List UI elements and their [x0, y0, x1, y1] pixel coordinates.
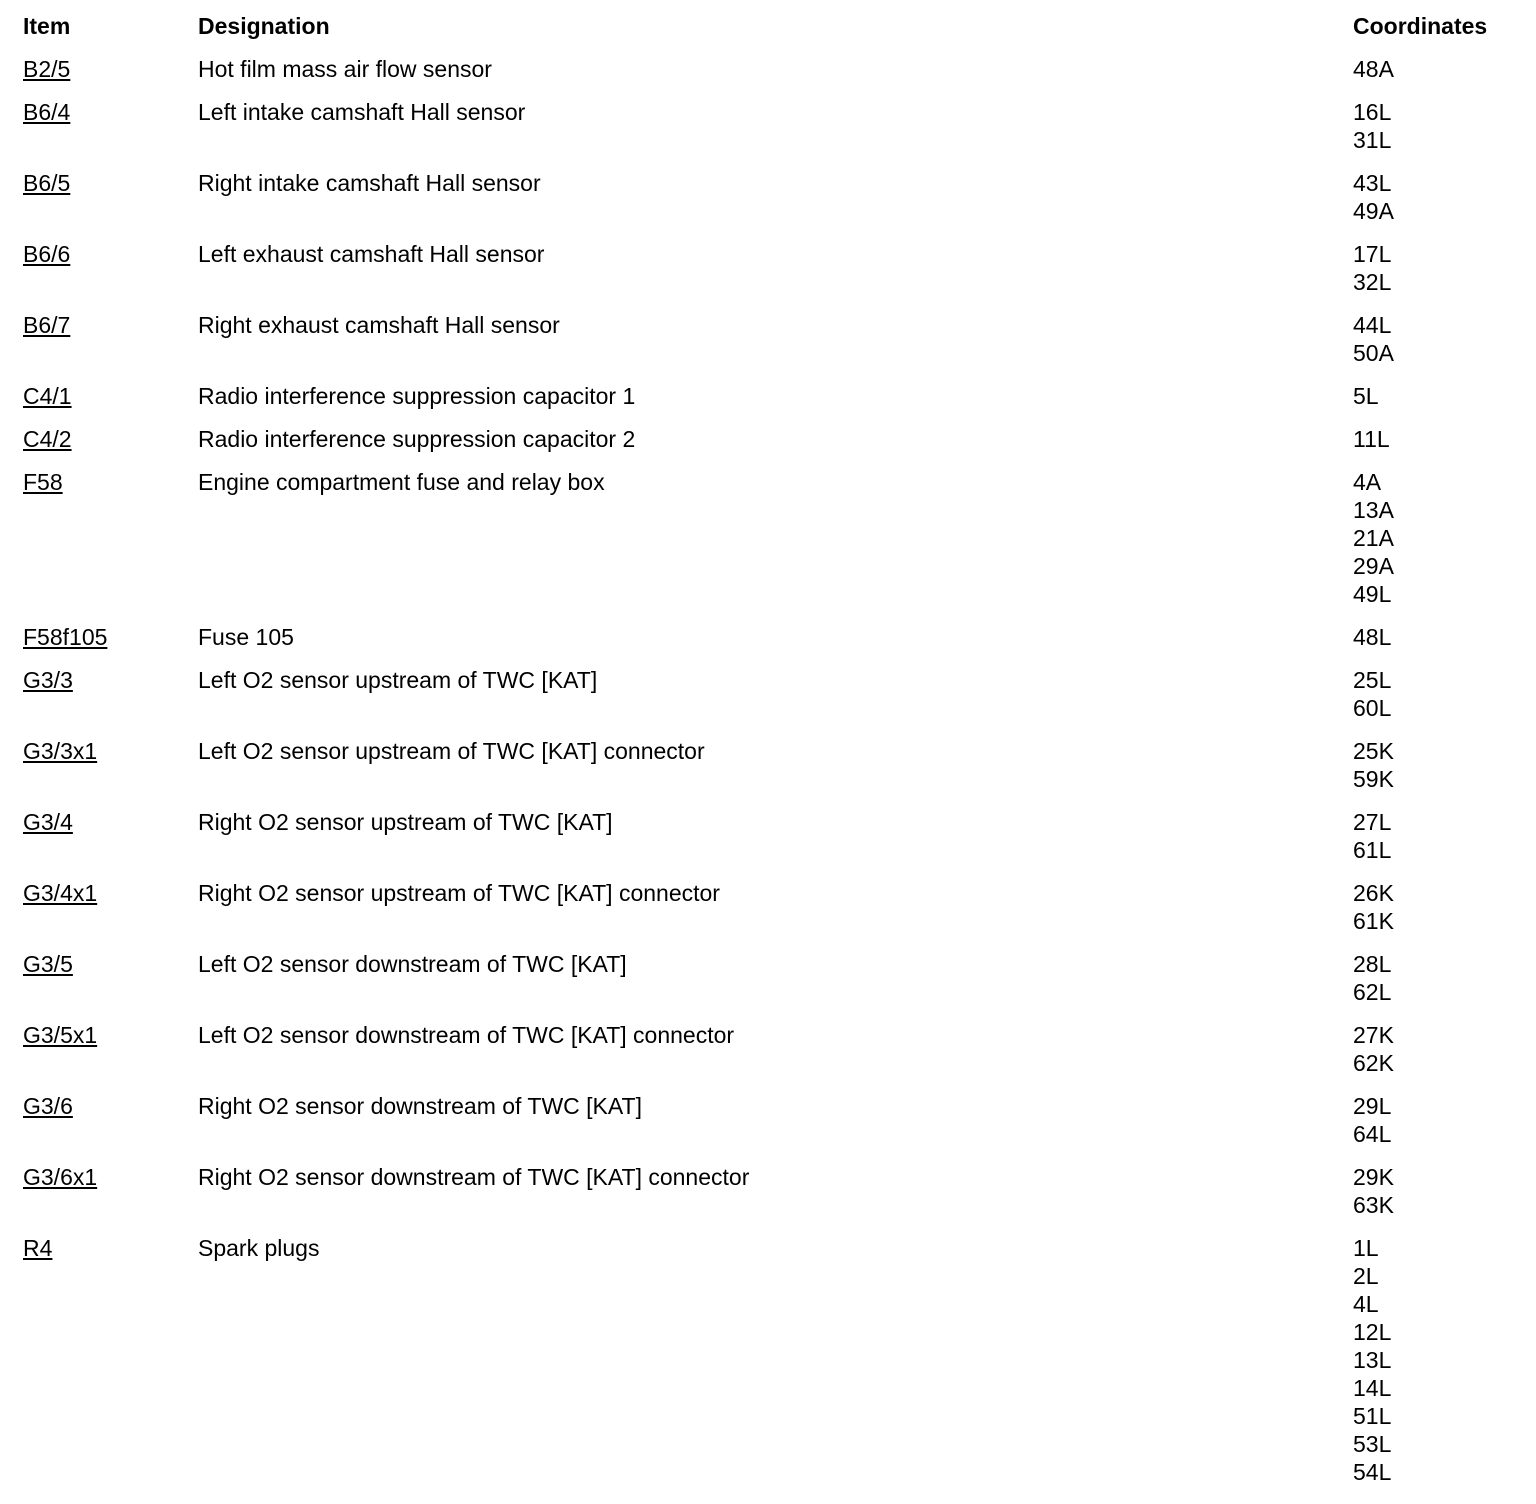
item-link[interactable]: F58	[23, 469, 63, 495]
header-item: Item	[23, 13, 71, 39]
designation-text: Right exhaust camshaft Hall sensor	[198, 312, 560, 338]
designation-text: Radio interference suppression capacitor 1	[198, 383, 636, 409]
designation-text: Right O2 sensor upstream of TWC [KAT]	[198, 809, 613, 835]
designation-text: Right O2 sensor downstream of TWC [KAT] connector	[198, 1164, 750, 1190]
designation-text: Left O2 sensor upstream of TWC [KAT]	[198, 667, 598, 693]
coordinate-value: 59K	[1353, 766, 1394, 792]
item-link[interactable]: C4/1	[23, 383, 72, 409]
coordinate-value: 25L	[1353, 667, 1392, 693]
coordinate-value: 49L	[1353, 581, 1392, 607]
coordinates-cell	[1353, 1021, 1394, 1077]
coordinate-value: 63K	[1353, 1192, 1394, 1218]
item-link[interactable]: B6/5	[23, 170, 71, 196]
item-link[interactable]: G3/3	[23, 667, 73, 693]
coordinate-value: 4L	[1353, 1291, 1379, 1317]
coordinate-value: 64L	[1353, 1121, 1392, 1147]
coordinate-value: 29A	[1353, 553, 1394, 579]
coordinate-value: 13A	[1353, 497, 1394, 523]
coordinate-value: 16L	[1353, 99, 1392, 125]
designation-text: Right intake camshaft Hall sensor	[198, 170, 541, 196]
item-link[interactable]: B2/5	[23, 56, 71, 82]
coordinate-value: 53L	[1353, 1431, 1392, 1457]
coordinate-value: 26K	[1353, 880, 1394, 906]
designation-text: Hot film mass air flow sensor	[198, 56, 492, 82]
coordinates-cell	[1353, 98, 1391, 154]
coordinates-cell	[1353, 1092, 1391, 1148]
coordinates-cell	[1353, 55, 1394, 83]
designation-text: Engine compartment fuse and relay box	[198, 469, 605, 495]
coordinate-value: 5L	[1353, 383, 1379, 409]
coordinate-value: 25K	[1353, 738, 1394, 764]
coordinate-value: 11L	[1353, 426, 1390, 452]
item-link[interactable]: G3/3x1	[23, 738, 98, 764]
coordinate-value: 54L	[1353, 1459, 1392, 1485]
coordinates-cell	[1353, 468, 1394, 608]
designation-text: Right O2 sensor upstream of TWC [KAT] connector	[198, 880, 720, 906]
item-link[interactable]: B6/6	[23, 241, 71, 267]
coordinate-value: 1L	[1353, 1235, 1379, 1261]
item-link[interactable]: R4	[23, 1235, 53, 1261]
designation-text: Fuse 105	[198, 624, 294, 650]
item-link[interactable]: G3/6	[23, 1093, 73, 1119]
designation-text: Left exhaust camshaft Hall sensor	[198, 241, 545, 267]
coordinate-value: 60L	[1353, 695, 1392, 721]
designation-text: Spark plugs	[198, 1235, 320, 1261]
coordinates-cell	[1353, 1163, 1394, 1219]
item-link[interactable]: F58f105	[23, 624, 108, 650]
coordinate-value: 21A	[1353, 525, 1394, 551]
coordinates-cell	[1353, 666, 1391, 722]
header-coordinates: Coordinates	[1353, 13, 1488, 39]
coordinate-value: 29L	[1353, 1093, 1392, 1119]
item-link[interactable]: B6/7	[23, 312, 71, 338]
coordinate-value: 61L	[1353, 837, 1392, 863]
coordinate-value: 28L	[1353, 951, 1392, 977]
coordinate-value: 17L	[1353, 241, 1392, 267]
coordinate-value: 4A	[1353, 469, 1382, 495]
item-link[interactable]: B6/4	[23, 99, 71, 125]
coordinate-value: 62K	[1353, 1050, 1394, 1076]
designation-text: Radio interference suppression capacitor 2	[198, 426, 636, 452]
coordinate-value: 62L	[1353, 979, 1392, 1005]
coordinate-value: 51L	[1353, 1403, 1392, 1429]
coordinates-cell	[1353, 382, 1379, 410]
coordinates-cell	[1353, 311, 1394, 367]
coordinate-value: 49A	[1353, 198, 1394, 224]
coordinates-cell	[1353, 1234, 1391, 1486]
coordinates-cell	[1353, 240, 1391, 296]
item-link[interactable]: G3/5	[23, 951, 73, 977]
item-link[interactable]: C4/2	[23, 426, 72, 452]
coordinates-cell	[1353, 169, 1394, 225]
header-designation: Designation	[198, 13, 330, 39]
coordinate-value: 27K	[1353, 1022, 1394, 1048]
coordinate-value: 14L	[1353, 1375, 1392, 1401]
coordinate-value: 32L	[1353, 269, 1392, 295]
coordinate-value: 50A	[1353, 340, 1394, 366]
item-link[interactable]: G3/6x1	[23, 1164, 98, 1190]
coordinate-value: 43L	[1353, 170, 1392, 196]
coordinate-value: 61K	[1353, 908, 1394, 934]
coordinate-value: 31L	[1353, 127, 1392, 153]
coordinates-cell	[1353, 950, 1391, 1006]
designation-text: Left O2 sensor upstream of TWC [KAT] connector	[198, 738, 705, 764]
coordinates-cell	[1353, 425, 1390, 453]
designation-text: Left O2 sensor downstream of TWC [KAT] connector	[198, 1022, 735, 1048]
coordinate-value: 48L	[1353, 624, 1392, 650]
coordinates-cell	[1353, 879, 1394, 935]
designation-text: Right O2 sensor downstream of TWC [KAT]	[198, 1093, 642, 1119]
coordinate-value: 48A	[1353, 56, 1394, 82]
designation-text: Left O2 sensor downstream of TWC [KAT]	[198, 951, 627, 977]
coordinates-cell	[1353, 623, 1391, 651]
coordinate-value: 27L	[1353, 809, 1392, 835]
coordinate-value: 29K	[1353, 1164, 1394, 1190]
coordinate-value: 12L	[1353, 1319, 1392, 1345]
coordinate-value: 44L	[1353, 312, 1392, 338]
coordinates-cell	[1353, 808, 1391, 864]
item-link[interactable]: G3/4	[23, 809, 73, 835]
designation-text: Left intake camshaft Hall sensor	[198, 99, 526, 125]
coordinate-value: 13L	[1353, 1347, 1392, 1373]
item-link[interactable]: G3/5x1	[23, 1022, 98, 1048]
coordinate-value: 2L	[1353, 1263, 1379, 1289]
coordinates-cell	[1353, 737, 1394, 793]
item-link[interactable]: G3/4x1	[23, 880, 98, 906]
